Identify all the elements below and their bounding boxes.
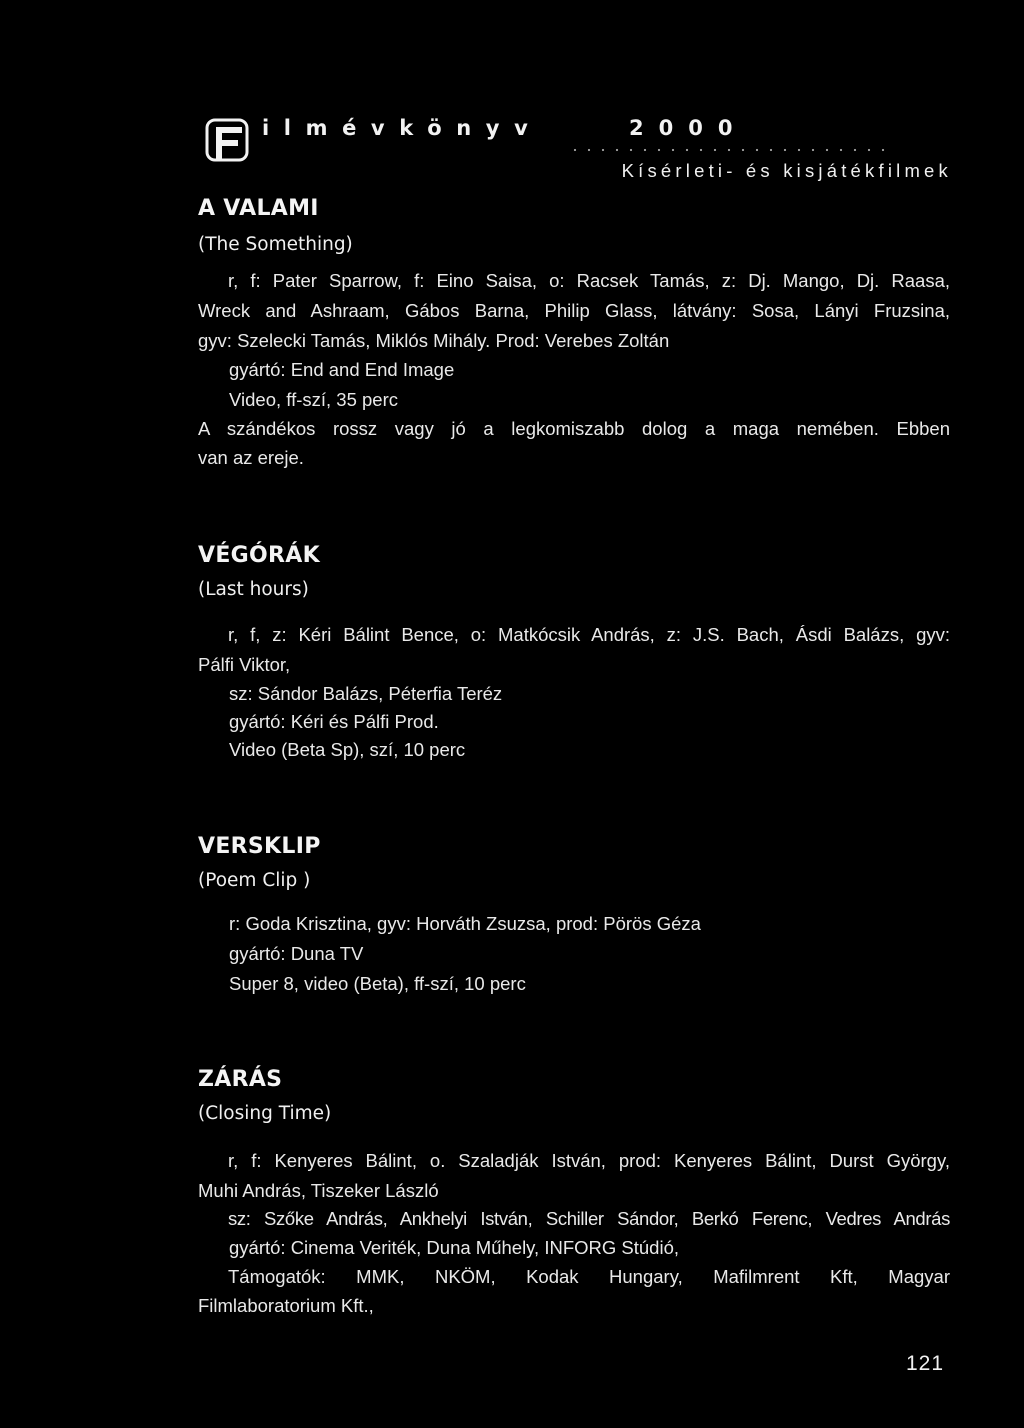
- film-credits-line: r, f: Pater Sparrow, f: Eino Saisa, o: Racsek Tamás, z: Dj. Mango, Dj. Raasa,: [228, 270, 950, 291]
- film-title: VÉGÓRÁK: [198, 543, 320, 568]
- film-english-title: (The Something): [198, 234, 353, 255]
- film-english-title: (Poem Clip ): [198, 870, 311, 891]
- book-title: ilmévkönyv: [262, 116, 543, 140]
- film-credits-line: r, f, z: Kéri Bálint Bence, o: Matkócsik András, z: J.S. Bach, Ásdi Balázs, gyv:: [228, 624, 950, 645]
- film-description-line: van az ereje.: [198, 447, 304, 468]
- film-producer-line: gyártó: End and End Image: [229, 359, 455, 380]
- film-credits-line: Muhi András, Tiszeker László: [198, 1180, 439, 1201]
- book-year: 2000: [629, 116, 748, 140]
- film-credits-line: r: Goda Krisztina, gyv: Horváth Zsuzsa, prod: Pörös Géza: [229, 913, 701, 934]
- film-format-line: Video (Beta Sp), szí, 10 perc: [229, 739, 466, 760]
- film-description-line: A szándékos rossz vagy jó a legkomiszabb dolog a maga nemében. Ebben: [198, 418, 950, 439]
- film-producer-line: gyártó: Kéri és Pálfi Prod.: [229, 711, 439, 732]
- film-sponsors-line: Támogatók: MMK, NKÖM, Kodak Hungary, Mafilmrent Kft, Magyar: [228, 1266, 950, 1287]
- page-number: 121: [906, 1352, 945, 1375]
- film-cast-line: sz: Sándor Balázs, Péterfia Teréz: [229, 683, 503, 704]
- dotted-divider: [568, 148, 888, 152]
- filmevkonyv-logo-icon: [205, 118, 249, 162]
- film-title: VERSKLIP: [198, 834, 321, 859]
- film-credits-line: r, f: Kenyeres Bálint, o. Szaladják István, prod: Kenyeres Bálint, Durst György,: [228, 1150, 950, 1171]
- book-header: [196, 116, 956, 186]
- film-credits-line: Wreck and Ashraam, Gábos Barna, Philip Glass, látvány: Sosa, Lányi Fruzsina,: [198, 300, 950, 321]
- film-english-title: (Last hours): [198, 579, 309, 600]
- film-producer-line: gyártó: Cinema Veriték, Duna Műhely, INFORG Stúdió,: [229, 1237, 680, 1258]
- film-sponsors-line: Filmlaboratorium Kft.,: [198, 1295, 374, 1316]
- film-credits-line: gyv: Szelecki Tamás, Miklós Mihály. Prod: Verebes Zoltán: [198, 330, 670, 351]
- film-credits-line: Pálfi Viktor,: [198, 654, 291, 675]
- film-title: A VALAMI: [198, 196, 319, 221]
- section-title: Kísérleti- és kisjátékfilmek: [621, 160, 952, 181]
- film-title: ZÁRÁS: [198, 1067, 283, 1092]
- film-english-title: (Closing Time): [198, 1103, 332, 1124]
- film-cast-line: sz: Szőke András, Ankhelyi István, Schiller Sándor, Berkó Ferenc, Vedres András: [228, 1208, 950, 1229]
- film-producer-line: gyártó: Duna TV: [229, 943, 364, 964]
- film-format-line: Video, ff-szí, 35 perc: [229, 389, 398, 410]
- film-format-line: Super 8, video (Beta), ff-szí, 10 perc: [229, 973, 526, 994]
